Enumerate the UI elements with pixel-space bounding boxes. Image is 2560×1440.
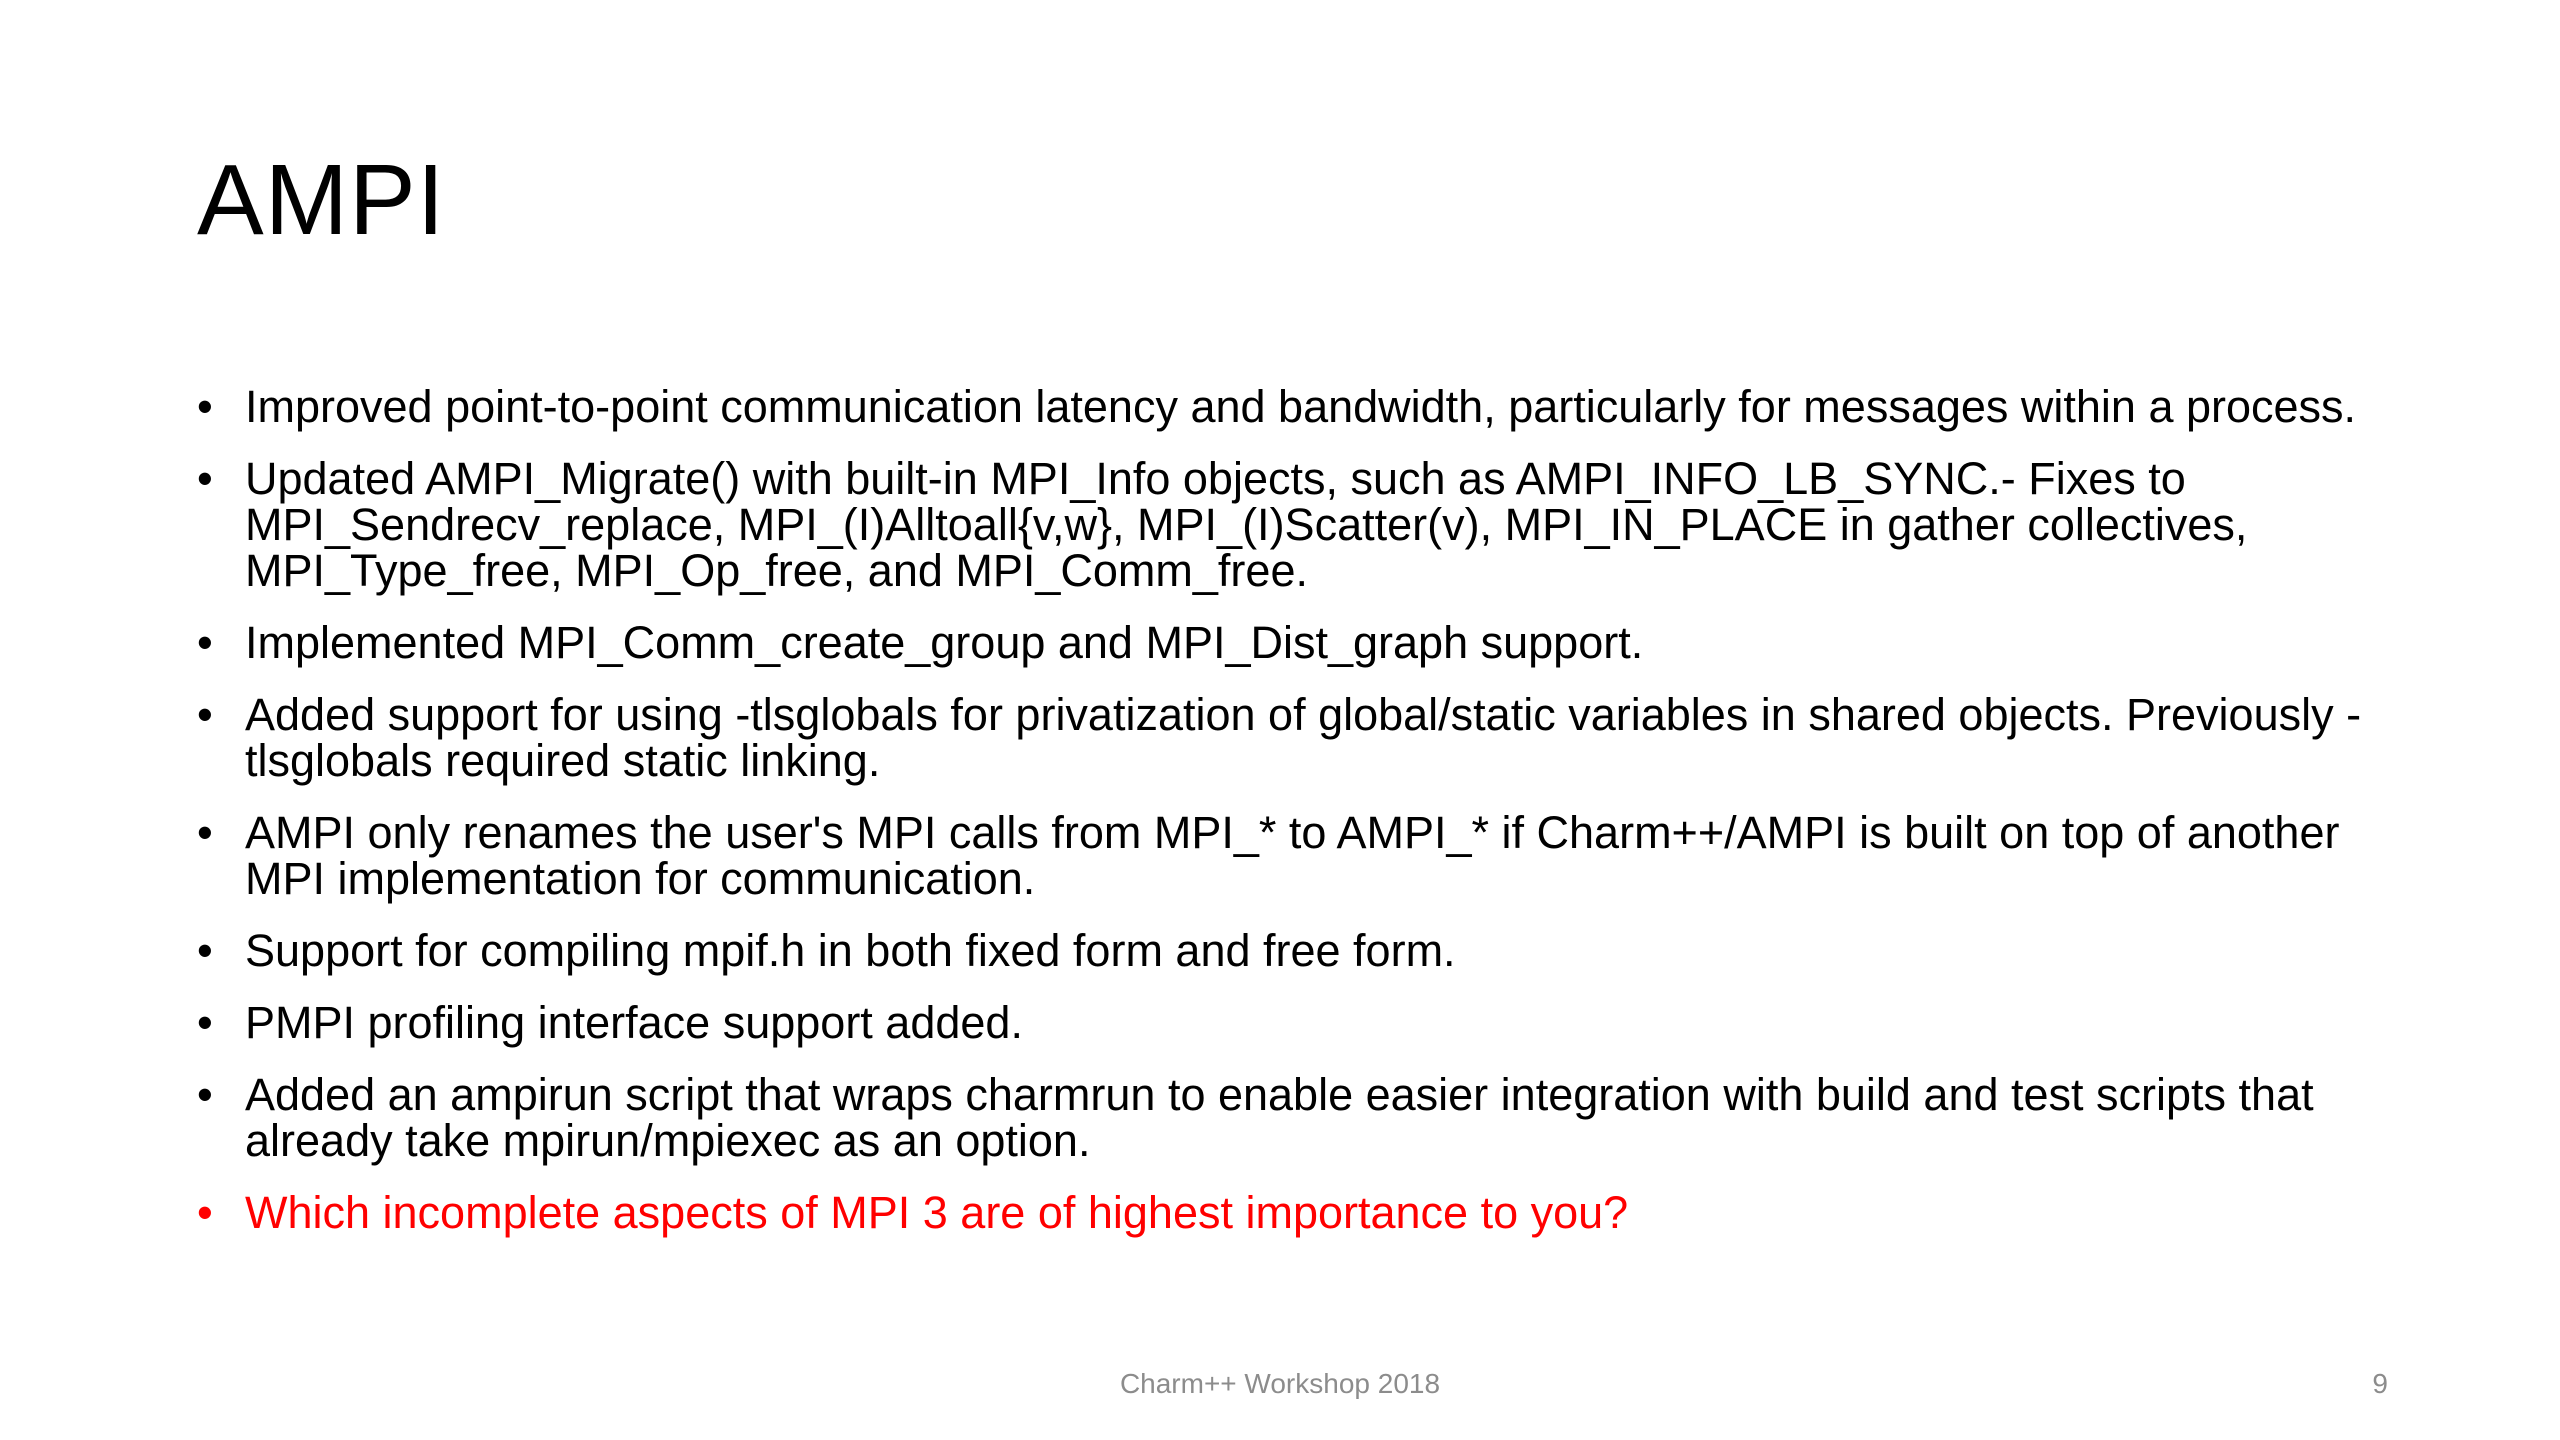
bullet-text: AMPI only renames the user's MPI calls from MPI_* to AMPI_* if Charm++/AMPI is built on top of another MPI implementation for communication.	[245, 807, 2340, 904]
bullet-item	[197, 925, 2427, 976]
bullet-dot-icon: •	[197, 617, 213, 668]
slide-title: AMPI	[197, 144, 446, 256]
bullet-dot-icon: •	[197, 1187, 213, 1238]
bullet-item-question	[197, 1187, 2427, 1238]
bullet-list	[197, 381, 2427, 1262]
bullet-item	[197, 997, 2427, 1048]
page-number: 9	[2372, 1368, 2388, 1399]
bullet-text: Support for compiling mpif.h in both fixed form and free form.	[245, 925, 1456, 976]
bullet-dot-icon: •	[197, 381, 213, 432]
bullet-text: Added support for using -tlsglobals for privatization of global/static variables in shared objects. Previously -tlsglobals required static linking.	[245, 689, 2362, 786]
bullet-dot-icon: •	[197, 997, 213, 1048]
bullet-item	[197, 807, 2427, 904]
bullet-dot-icon: •	[197, 1069, 213, 1120]
bullet-text: Implemented MPI_Comm_create_group and MPI_Dist_graph support.	[245, 617, 1644, 668]
bullet-item	[197, 617, 2427, 668]
bullet-text: Which incomplete aspects of MPI 3 are of highest importance to you?	[245, 1187, 1629, 1238]
bullet-dot-icon: •	[197, 925, 213, 976]
bullet-item	[197, 689, 2427, 786]
bullet-text: Added an ampirun script that wraps charmrun to enable easier integration with build and test scripts that already take mpirun/mpiexec as an option.	[245, 1069, 2314, 1166]
bullet-text: Updated AMPI_Migrate() with built-in MPI_Info objects, such as AMPI_INFO_LB_SYNC.- Fixes to MPI_Sendrecv_replace, MPI_(I)Alltoall{v,w}, MPI_(I)Scatter(v), MPI_IN_PLACE in gather collectives, MPI_Type_free, MPI_Op_free, and MPI_Comm_free.	[245, 453, 2248, 596]
footer-text: Charm++ Workshop 2018	[1119, 1368, 1441, 1399]
bullet-item	[197, 1069, 2427, 1166]
bullet-text: Improved point-to-point communication latency and bandwidth, particularly for messages within a process.	[245, 381, 2357, 432]
bullet-item	[197, 453, 2427, 596]
bullet-dot-icon: •	[197, 689, 213, 740]
bullet-text: PMPI profiling interface support added.	[245, 997, 1023, 1048]
bullet-item	[197, 381, 2427, 432]
bullet-dot-icon: •	[197, 807, 213, 858]
bullet-dot-icon: •	[197, 453, 213, 504]
